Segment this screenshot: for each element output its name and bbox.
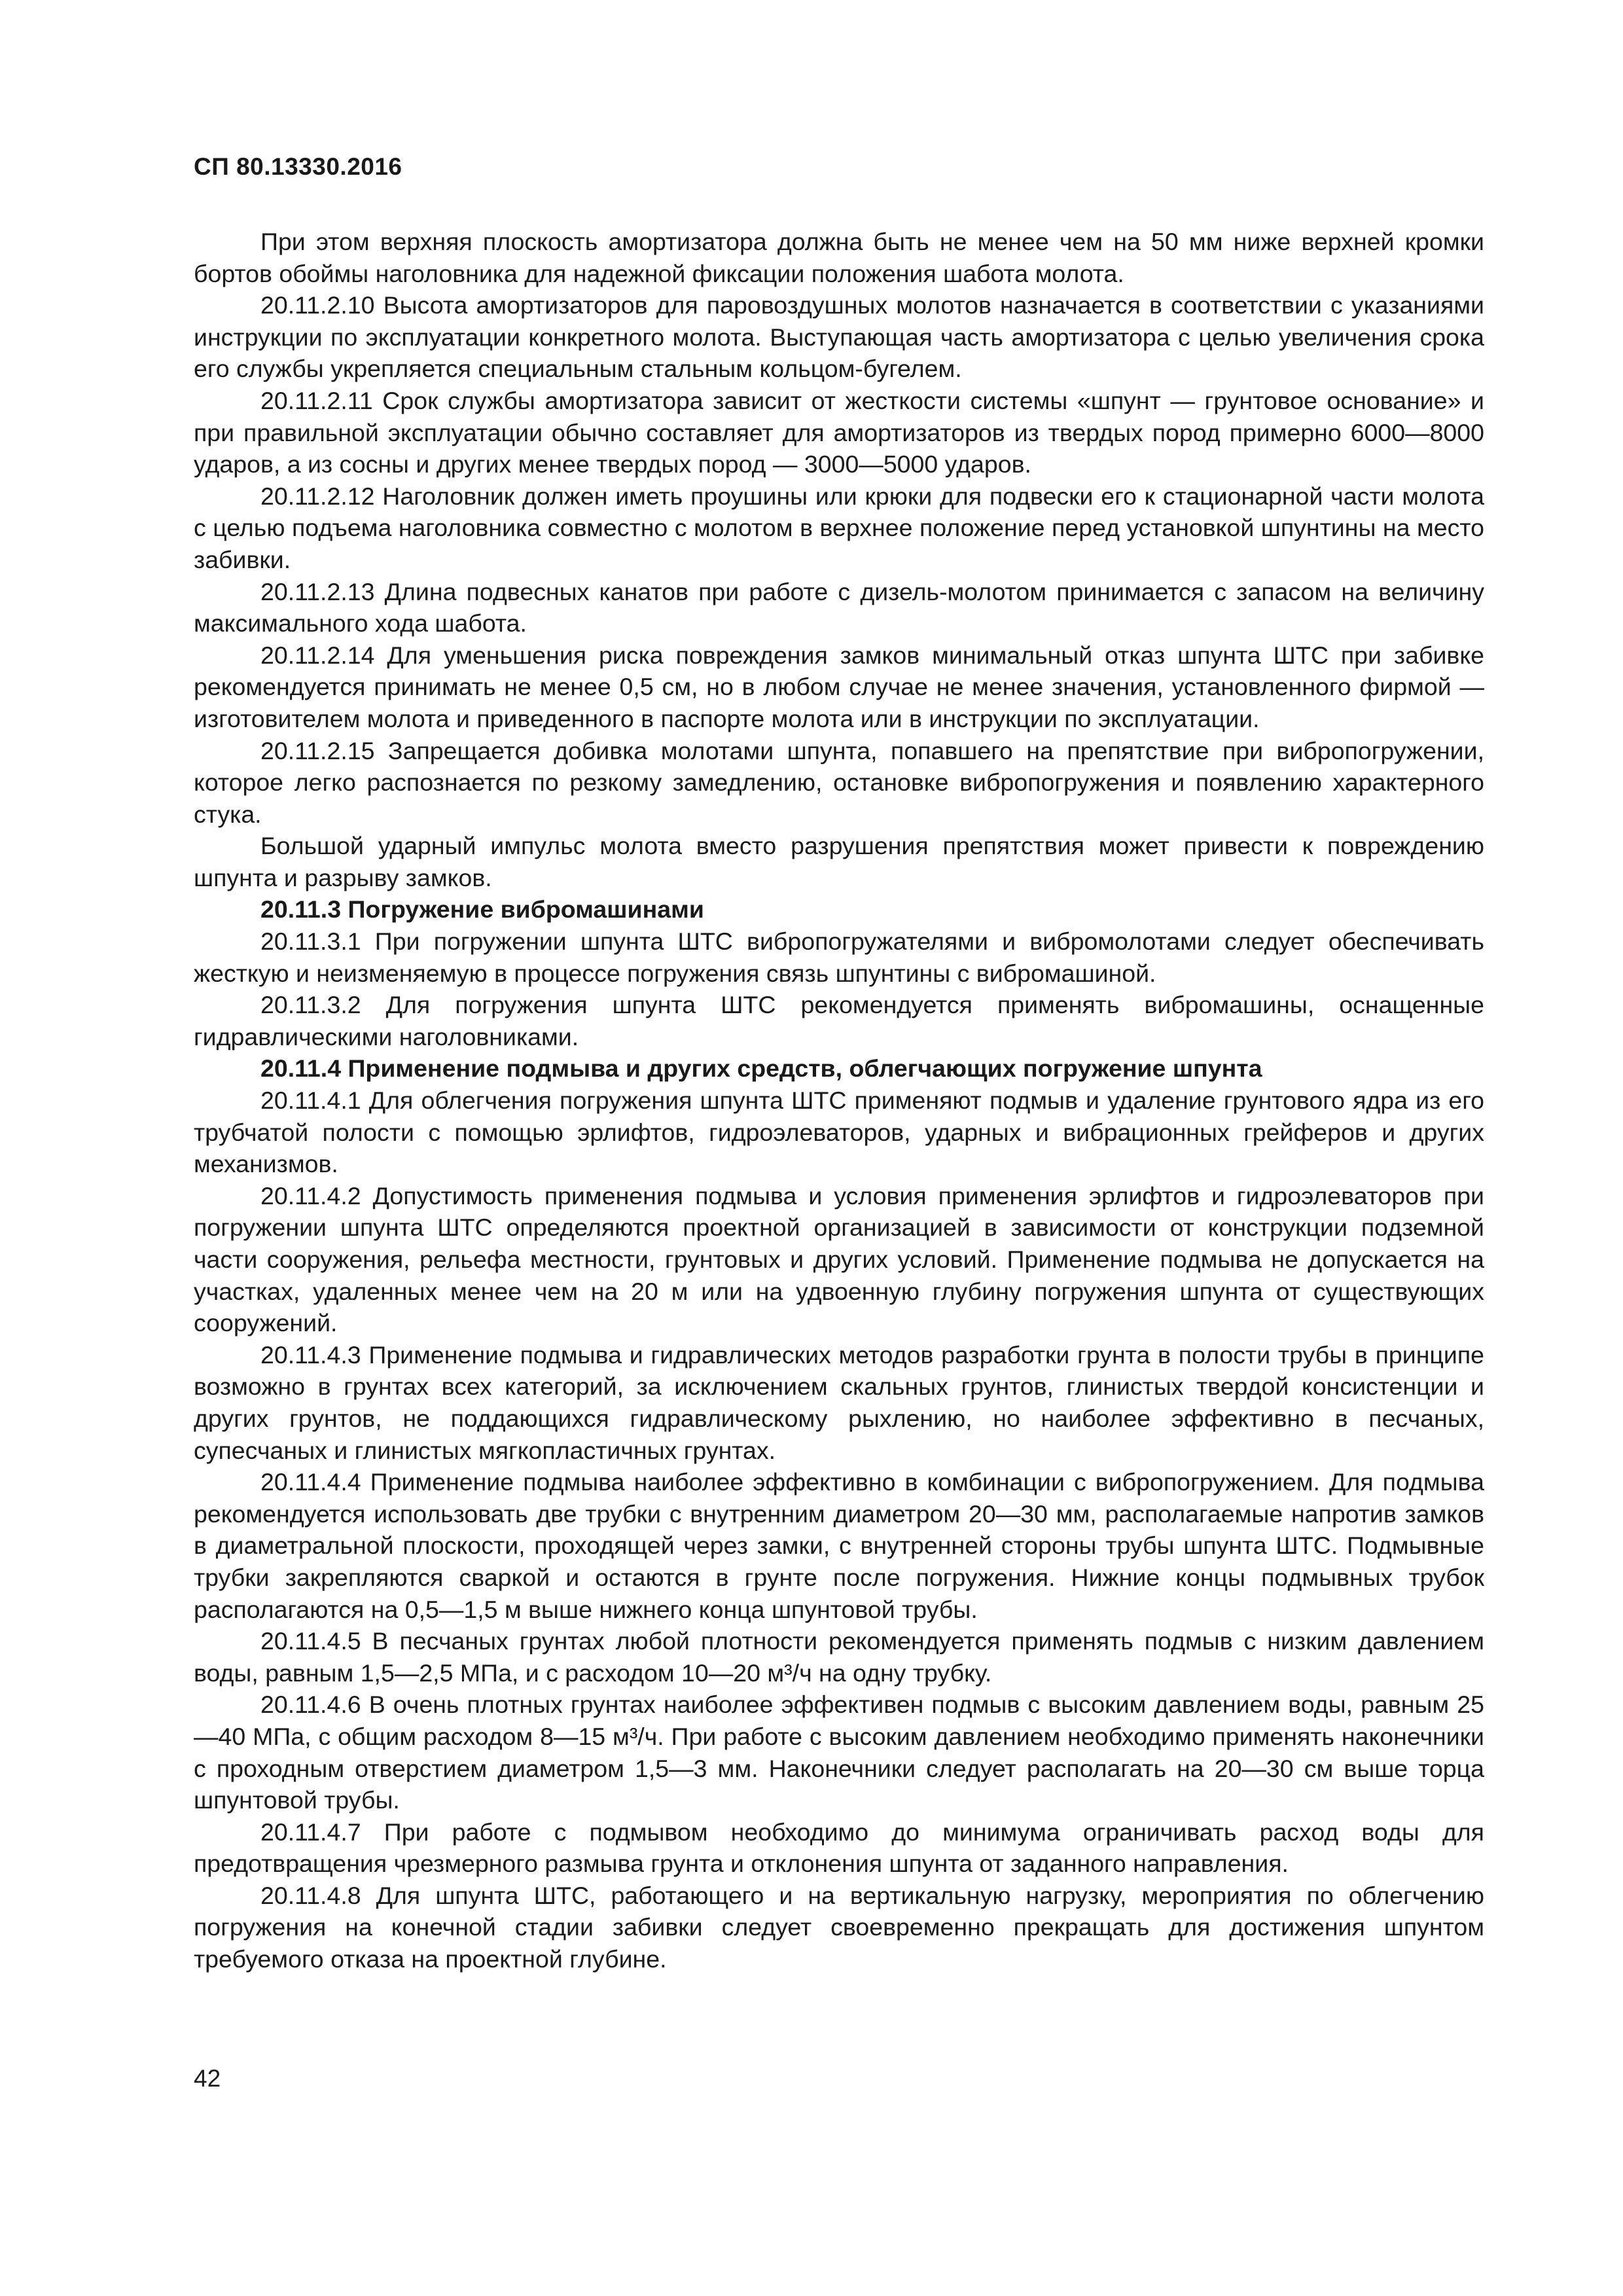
section-heading-20-11-3: 20.11.3 Погружение вибромашинами (260, 895, 704, 924)
paragraph-20-11-2-13: 20.11.2.13 Длина подвесных канатов при работе с дизель-молотом принимается с запасом на величину максимального хода шабота. (194, 577, 1484, 637)
paragraph-20-11-4-5: 20.11.4.5 В песчаных грунтах любой плотности рекомендуется применять подмыв с низким давлением воды, равным 1,5—2,5 МПа, и с расходом 10—20 м³/ч на одну трубку. (194, 1627, 1484, 1687)
paragraph: При этом верхняя плоскость амортизатора должна быть не менее чем на 50 мм ниже верхней кромки бортов обоймы наголовника для надежной фиксации положения шабота молота. (194, 228, 1484, 287)
paragraph-20-11-4-1: 20.11.4.1 Для облегчения погружения шпунта ШТС применяют подмыв и удаление грунтового ядра из его трубчатой полости с помощью эрлифтов, гидроэлеваторов, ударных и вибрационных грейферов и других механизмов. (194, 1086, 1484, 1178)
paragraph: Большой ударный импульс молота вместо разрушения препятствия может привести к повреждению шпунта и разрыву замков. (194, 832, 1484, 891)
paragraph-20-11-4-4: 20.11.4.4 Применение подмыва наиболее эффективно в комбинации с вибропогружением. Для подмыва рекомендуется использовать две трубки с внутренним диаметром 20—30 мм, располагаемые напротив замков в диаметральной плоскости, проходящей через замки, с внутренней стороны трубы шпунта ШТС. Подмывные трубки закрепляются сваркой и остаются в грунте после погружения. Нижние концы подмывных трубок располагаются на 0,5—1,5 м выше нижнего конца шпунтовой трубы. (194, 1468, 1484, 1623)
document-body (194, 226, 1484, 1975)
paragraph-20-11-3-1: 20.11.3.1 При погружении шпунта ШТС вибропогружателями и вибромолотами следует обеспечивать жесткую и неизменяемую в процессе погружения связь шпунтины с вибромашиной. (194, 927, 1484, 987)
paragraph-20-11-2-14: 20.11.2.14 Для уменьшения риска повреждения замков минимальный отказ шпунта ШТС при забивке рекомендуется принимать не менее 0,5 см, но в любом случае не менее значения, установленного фирмой — изготовителем молота и приведенного в паспорте молота или в инструкции по эксплуатации. (194, 641, 1484, 732)
paragraph-20-11-4-3: 20.11.4.3 Применение подмыва и гидравлических методов разработки грунта в полости трубы в принципе возможно в грунтах всех категорий, за исключением скальных грунтов, глинистых твердой консистенции и других грунтов, не поддающихся гидравлическому рыхлению, но наиболее эффективно в песчаных, супесчаных и глинистых мягкопластичных грунтах. (194, 1340, 1484, 1464)
document-code: СП 80.13330.2016 (194, 153, 402, 180)
section-heading-20-11-4: 20.11.4 Применение подмыва и других средств, облегчающих погружение шпунта (260, 1054, 1262, 1083)
paragraph-20-11-2-12: 20.11.2.12 Наголовник должен иметь проушины или крюки для подвески его к стационарной части молота с целью подъема наголовника совместно с молотом в верхнее положение перед установкой шпунтины на место забивки. (194, 482, 1484, 573)
paragraph-20-11-4-2: 20.11.4.2 Допустимость применения подмыва и условия применения эрлифтов и гидроэлеваторов при погружении шпунта ШТС определяются проектной организацией в зависимости от конструкции подземной части сооружения, рельефа местности, грунтовых и других условий. Применение подмыва не допускается на участках, удаленных менее чем на 20 м или на удвоенную глубину погружения шпунта от существующих сооружений. (194, 1181, 1484, 1337)
paragraph-20-11-2-11: 20.11.2.11 Срок службы амортизатора зависит от жесткости системы «шпунт — грунтовое основание» и при правильной эксплуатации обычно составляет для амортизаторов из твердых пород примерно 6000—8000 ударов, а из сосны и других менее твердых пород — 3000—5000 ударов. (194, 386, 1484, 478)
paragraph-20-11-3-2: 20.11.3.2 Для погружения шпунта ШТС рекомендуется применять вибромашины, оснащенные гидравлическими наголовниками. (194, 991, 1484, 1050)
paragraph-20-11-4-7: 20.11.4.7 При работе с подмывом необходимо до минимума ограничивать расход воды для предотвращения чрезмерного размыва грунта и отклонения шпунта от заданного направления. (194, 1818, 1484, 1878)
page-number: 42 (194, 2065, 221, 2092)
paragraph-20-11-2-15: 20.11.2.15 Запрещается добивка молотами шпунта, попавшего на препятствие при вибропогружении, которое легко распознается по резкому замедлению, остановке вибропогружения и появлению характерного стука. (194, 736, 1484, 828)
paragraph-20-11-2-10: 20.11.2.10 Высота амортизаторов для паровоздушных молотов назначается в соответствии с указаниями инструкции по эксплуатации конкретного молота. Выступающая часть амортизатора с целью увеличения срока его службы укрепляется специальным стальным кольцом-бугелем. (194, 291, 1484, 383)
paragraph-20-11-4-6: 20.11.4.6 В очень плотных грунтах наиболее эффективен подмыв с высоким давлением воды, равным 25—40 МПа, с общим расходом 8—15 м³/ч. При работе с высоким давлением необходимо применять наконечники с проходным отверстием диаметром 1,5—3 мм. Наконечники следует располагать на 20—30 см выше торца шпунтовой трубы. (194, 1691, 1484, 1814)
paragraph-20-11-4-8: 20.11.4.8 Для шпунта ШТС, работающего и на вертикальную нагрузку, мероприятия по облегчению погружения на конечной стадии забивки следует своевременно прекращать для достижения шпунтом требуемого отказа на проектной глубине. (194, 1881, 1484, 1973)
